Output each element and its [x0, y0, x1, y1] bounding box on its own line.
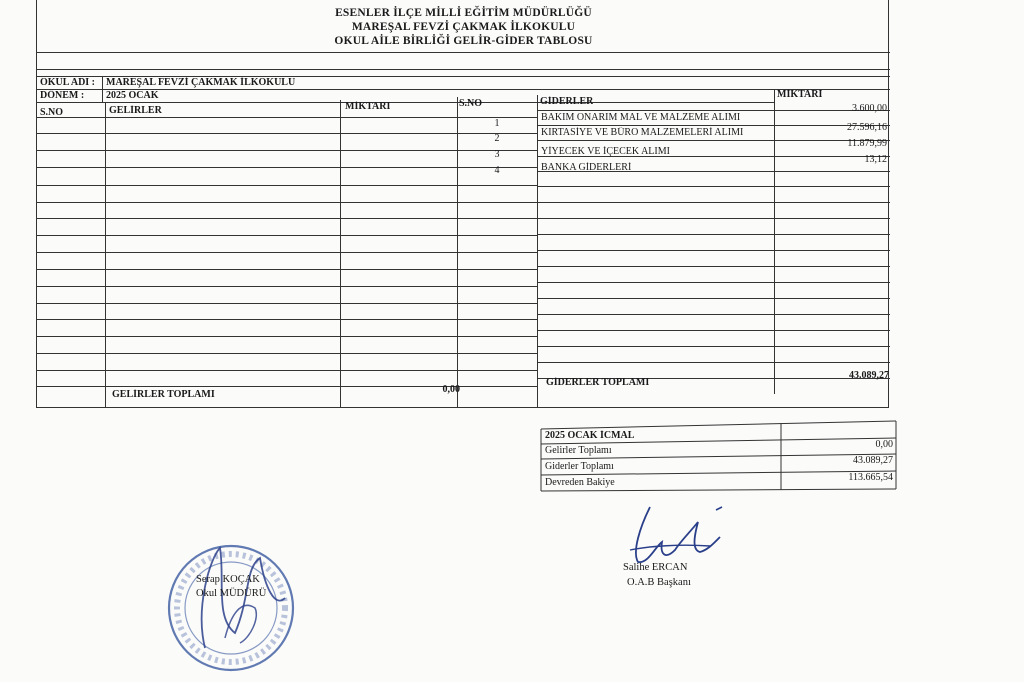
summary-income-label: Gelirler Toplamı: [545, 445, 612, 456]
expense-no: 4: [494, 165, 500, 176]
table-row-line: [537, 346, 890, 347]
table-row-line: [37, 386, 537, 387]
expense-header: GİDERLER: [540, 96, 594, 107]
table-row-line: [537, 218, 890, 219]
table-title: OKUL AİLE BİRLİĞİ GELİR-GİDER TABLOSU: [334, 35, 593, 47]
income-amount-header: MİKTARI: [345, 101, 391, 112]
principal-title: Okul MÜDÜRÜ: [196, 588, 267, 599]
president-title: O.A.B Başkanı: [627, 577, 691, 588]
school-name-value: MAREŞAL FEVZİ ÇAKMAK İLKOKULU: [106, 77, 296, 88]
column-line: [774, 89, 775, 394]
table-row-line: [37, 303, 537, 304]
column-line: [105, 102, 106, 408]
expense-name: YİYECEK VE İÇECEK ALIMI: [541, 146, 670, 157]
table-row-line: [537, 202, 890, 203]
summary-balance-label: Devreden Bakiye: [545, 477, 615, 488]
school-title: MAREŞAL FEVZİ ÇAKMAK İLKOKULU: [351, 21, 576, 33]
president-name: Salihe ERCAN: [623, 562, 688, 573]
table-row-line: [537, 250, 890, 251]
expense-amount: 3.600,00: [852, 103, 887, 114]
table-row-line: [37, 269, 537, 270]
expense-total-label: GİDERLER TOPLAMI: [546, 377, 650, 388]
expense-amount: 13,12: [864, 154, 887, 165]
table-row-line: [37, 336, 537, 337]
income-expense-sheet: [36, 0, 889, 408]
table-row-line: [37, 185, 537, 186]
column-line: [340, 100, 341, 408]
school-name-label: OKUL ADI :: [40, 77, 96, 88]
table-row-line: [37, 319, 537, 320]
summary-expense-value: 43.089,27: [853, 455, 893, 466]
expense-no: 2: [494, 133, 500, 144]
summary-income-value: 0,00: [875, 439, 893, 450]
expense-sno-header: S.NO: [459, 98, 483, 109]
expense-name: BANKA GİDERLERİ: [541, 162, 632, 173]
column-line: [537, 95, 538, 408]
table-row-line: [37, 353, 537, 354]
expense-name: BAKIM ONARIM MAL VE MALZEME ALIMI: [541, 112, 741, 123]
summary-balance-value: 113.665,54: [848, 472, 893, 483]
table-row-line: [537, 186, 890, 187]
table-row-line: [537, 266, 890, 267]
table-row-line: [537, 330, 890, 331]
expense-amount: 27.596,16: [847, 122, 887, 133]
table-row-line: [37, 286, 537, 287]
table-row-line: [537, 282, 890, 283]
table-row-line: [537, 362, 890, 363]
table-row-line: [37, 370, 537, 371]
table-row-line: [37, 202, 537, 203]
expense-amount: 11.879,99: [847, 138, 887, 149]
table-row-line: [537, 298, 890, 299]
income-sno-header: S.NO: [40, 107, 64, 118]
school-stamp: [165, 538, 305, 678]
table-row-line: [37, 235, 537, 236]
monthly-summary-table: [541, 421, 896, 491]
table-row-line: [537, 314, 890, 315]
expense-name: KIRTASİYE VE BÜRO MALZEMELERİ ALIMI: [541, 127, 744, 138]
table-row-line: [37, 252, 537, 253]
expense-total-value: 43.089,27: [849, 370, 889, 381]
expense-no: 3: [494, 149, 500, 160]
income-total-value: 0,00: [442, 384, 460, 395]
principal-name: Serap KOÇAK: [196, 574, 260, 585]
table-row-line: [37, 218, 537, 219]
directorate-title: ESENLER İLÇE MİLLİ EĞİTİM MÜDÜRLÜĞÜ: [335, 7, 592, 19]
expense-amount-header: MİKTARI: [777, 89, 823, 100]
summary-expense-label: Giderler Toplamı: [545, 461, 614, 472]
period-value: 2025 OCAK: [106, 90, 159, 101]
income-header: GELİRLER: [109, 105, 162, 116]
expense-no: 1: [494, 118, 500, 129]
table-row-line: [537, 234, 890, 235]
summary-title: 2025 OCAK İCMAL: [545, 430, 635, 441]
period-label: DÖNEM :: [40, 90, 85, 101]
income-total-label: GELİRLER TOPLAMI: [112, 389, 215, 400]
